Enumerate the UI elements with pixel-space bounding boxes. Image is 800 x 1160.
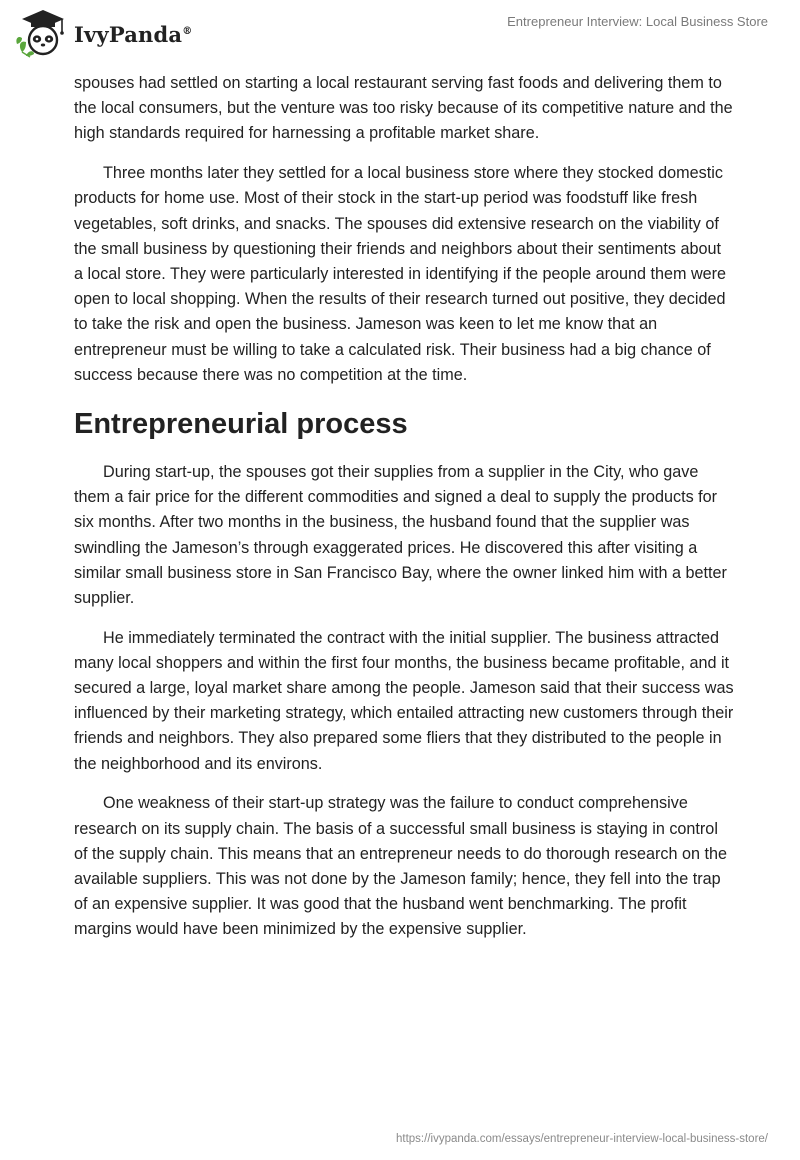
ivypanda-logo[interactable] <box>14 8 192 58</box>
paragraph-1: spouses had settled on starting a local restaurant serving fast foods and delivering them to the local consumers, but the venture was too risky because of its competitive nature and the high standards required for harnessing a profitable market share. <box>74 74 733 143</box>
paragraph-5: One weakness of their start-up strategy was the failure to conduct comprehensive research on its supply chain. The basis of a successful small business is staying in control of the supply chain. This means that an entrepreneur needs to do thorough research on the available suppliers. This was not done by the Jameson family; hence, they fell into the trap of an expensive supplier. It was good that the husband went benchmarking. The profit margins would have been minimized by the expensive supplier. <box>74 794 728 939</box>
paragraph-2: Three months later they settled for a local business store where they stocked domestic products for home use. Most of their stock in the start-up period was foodstuff like fresh vegetables, soft drinks, and snacks. The spouses did extensive research on the viability of the small business by questioning their friends and neighbors about their sentiments about a local store. They were particularly interested in identifying if the people around them were open to local shopping. When the results of their research turned out positive, they decided to take the risk and open the business. Jameson was keen to let me know that an entrepreneur must be willing to take a calculated risk. Their business had a big chance of success because there was no competition at the time. <box>74 164 727 384</box>
essay-body <box>74 71 734 957</box>
registered-mark: ® <box>182 25 193 37</box>
paragraph-3: During start-up, the spouses got their supplies from a supplier in the City, who gave them a fair price for the different commodities and signed a deal to supply the products for six months. After two months in the business, the husband found that the supplier was swindling the Jameson’s through exaggerated prices. He discovered this after visiting a similar small business store in San Francisco Bay, where the owner linked him with a better supplier. <box>74 462 727 607</box>
section-heading: Entrepreneurial process <box>74 407 408 440</box>
panda-graduate-icon <box>14 8 72 58</box>
brand-name: IvyPanda® <box>74 21 193 47</box>
paragraph-4: He immediately terminated the contract with the initial supplier. The business attracted many local shoppers and within the first four months, the business became profitable, and it secured a large, loyal market share among the people. Jameson said that their success was influenced by their marketing strategy, which entailed attracting new customers through their friends and neighbors. They also prepared some fliers that they distributed to the people in the neighborhood and its environs. <box>74 628 734 773</box>
document-title: Entrepreneur Interview: Local Business Store <box>507 14 768 29</box>
page-header <box>0 0 800 70</box>
source-url[interactable]: https://ivypanda.com/essays/entrepreneur-interview-local-business-store/ <box>396 1133 768 1145</box>
